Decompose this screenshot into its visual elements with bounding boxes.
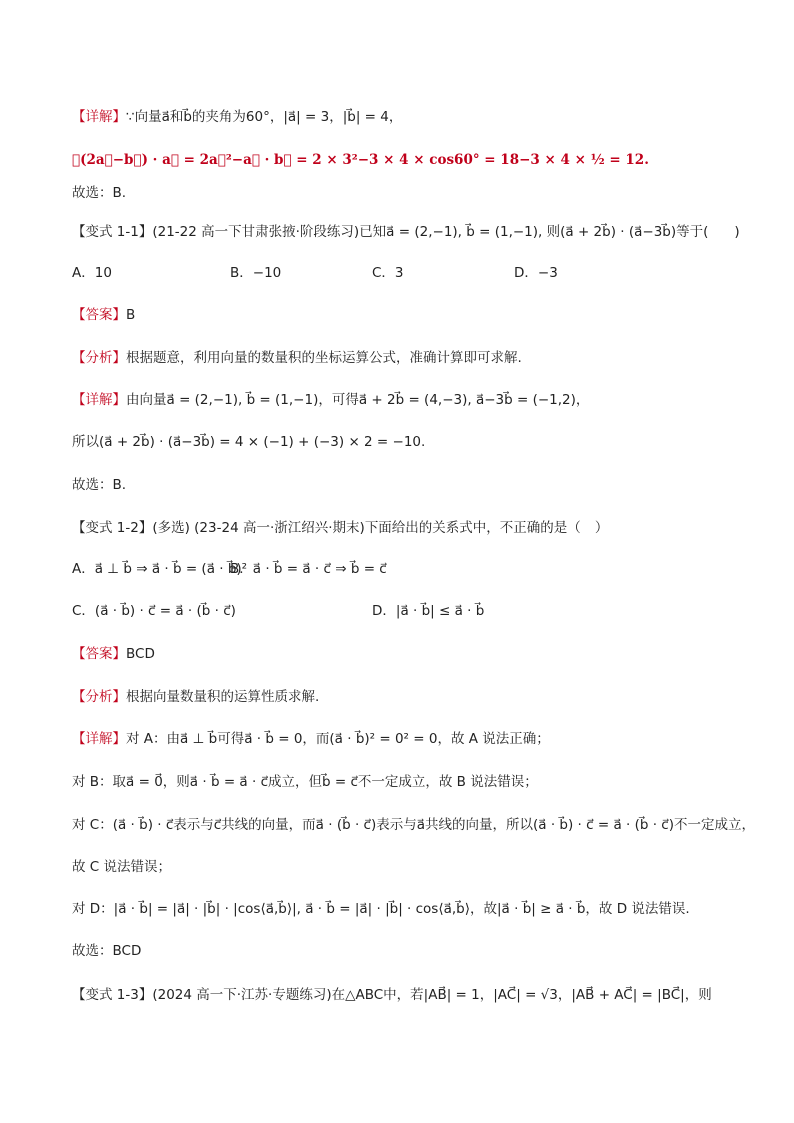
v11-source: (21-22 高一下甘肃张掖·阶段练习) bbox=[152, 224, 360, 240]
v12-answer bbox=[72, 644, 155, 664]
v12-answer-value: BCD bbox=[126, 646, 155, 662]
v11-answer-value: B bbox=[126, 307, 136, 323]
v12-option-d: D．|a⃗ · b⃗| ≤ a⃗ · b⃗ bbox=[372, 603, 485, 619]
v13-stem: 在△ABC中，若|AB⃗| = 1，|AC⃗| = √3，|AB⃗ + AC⃗| = |BC⃗|，则 bbox=[331, 987, 712, 1003]
answer-tag: 【答案】 bbox=[72, 646, 126, 662]
v11-detail-text-1: 由向量a⃗ = (2,−1), b⃗ = (1,−1)，可得a⃗ + 2b⃗ = (4,−3), a⃗−3b⃗ = (−1,2)， bbox=[126, 392, 590, 408]
v13-tag: 【变式 1-3】 bbox=[72, 987, 153, 1003]
v13-source: (2024 高一下·江苏·专题练习) bbox=[152, 987, 332, 1003]
v11-detail-1 bbox=[72, 390, 589, 410]
v11-stem-end: ) bbox=[734, 224, 740, 240]
v13-question bbox=[72, 985, 712, 1005]
v12-source: (多选) (23-24 高一·浙江绍兴·期末) bbox=[152, 520, 365, 536]
v11-option-c: C．3 bbox=[372, 265, 404, 281]
ex1-detail-line bbox=[72, 107, 402, 127]
v11-detail-2: 所以(a⃗ + 2b⃗) · (a⃗−3b⃗) = 4 × (−1) + (−3) × 2 = −10. bbox=[72, 434, 426, 450]
v12-detail-a bbox=[72, 729, 550, 749]
detail-tag: 【详解】 bbox=[72, 392, 126, 408]
v12-stem-end: ） bbox=[594, 520, 609, 536]
detail-tag: 【详解】 bbox=[72, 731, 126, 747]
v11-stem: 已知a⃗ = (2,−1), b⃗ = (1,−1), 则(a⃗ + 2b⃗) · (a⃗−3b⃗)等于( bbox=[359, 224, 709, 240]
v12-detail-c-1: 对 C：(a⃗ · b⃗) · c⃗表示与c⃗共线的向量，而a⃗ · (b⃗ · c⃗)表示与a⃗共线的向量，所以(a⃗ · b⃗) · c⃗ = a⃗ · (b⃗ · c⃗)不一定成立， bbox=[72, 817, 755, 833]
v12-detail-c-2: 故 C 说法错误； bbox=[72, 859, 172, 875]
v12-choose: 故选：BCD bbox=[72, 943, 142, 959]
v12-detail-a-text: 对 A：由a⃗ ⊥ b⃗可得a⃗ · b⃗ = 0，而(a⃗ · b⃗)² = 0² = 0，故 A 说法正确； bbox=[126, 731, 550, 747]
v11-option-b: B．−10 bbox=[230, 265, 282, 281]
v12-stem: 下面给出的关系式中，不正确的是（ bbox=[364, 520, 581, 536]
v12-analysis bbox=[72, 687, 319, 707]
v12-detail-b: 对 B：取a⃗ = 0⃗，则a⃗ · b⃗ = a⃗ · c⃗成立，但b⃗ = c⃗不一定成立，故 B 说法错误； bbox=[72, 774, 538, 790]
v11-option-d: D．−3 bbox=[514, 265, 558, 281]
v12-tag: 【变式 1-2】 bbox=[72, 520, 153, 536]
v11-analysis bbox=[72, 348, 522, 368]
v11-choose: 故选：B. bbox=[72, 477, 127, 493]
v12-detail-d: 对 D：|a⃗ · b⃗| = |a⃗| · |b⃗| · |cos⟨a⃗,b⃗⟩|, a⃗ · b⃗ = |a⃗| · |b⃗| · cos⟨a⃗,b⃗⟩，故|a⃗ · b⃗| ≥ a⃗ · b⃗，故 D 说法错误. bbox=[72, 901, 690, 917]
v12-question bbox=[72, 518, 608, 538]
ex1-calculation: ∴(2a⃗−b⃗) · a⃗ = 2a⃗²−a⃗ · b⃗ = 2 × 3²−3 × 4 × cos60° = 18−3 × 4 × ½ = 12. bbox=[72, 152, 649, 168]
ex1-detail-text: ∵向量a⃗和b⃗的夹角为60°，|a⃗| = 3，|b⃗| = 4， bbox=[126, 109, 403, 125]
analysis-tag: 【分析】 bbox=[72, 689, 126, 705]
detail-tag: 【详解】 bbox=[72, 109, 126, 125]
v12-analysis-text: 根据向量数量积的运算性质求解. bbox=[126, 689, 320, 705]
answer-tag: 【答案】 bbox=[72, 307, 126, 323]
v11-option-a: A．10 bbox=[72, 265, 112, 281]
v11-question bbox=[72, 222, 740, 242]
v12-option-b: B．a⃗ · b⃗ = a⃗ · c⃗ ⇒ b⃗ = c⃗ bbox=[230, 561, 387, 577]
v11-analysis-text: 根据题意，利用向量的数量积的坐标运算公式，准确计算即可求解. bbox=[126, 350, 522, 366]
ex1-choose: 故选：B. bbox=[72, 185, 127, 201]
v11-answer bbox=[72, 305, 135, 325]
v12-option-a: A．a⃗ ⊥ b⃗ ⇒ a⃗ · b⃗ = (a⃗ · b⃗)² bbox=[72, 561, 248, 577]
v12-option-c: C．(a⃗ · b⃗) · c⃗ = a⃗ · (b⃗ · c⃗) bbox=[72, 603, 236, 619]
v11-tag: 【变式 1-1】 bbox=[72, 224, 153, 240]
analysis-tag: 【分析】 bbox=[72, 350, 126, 366]
